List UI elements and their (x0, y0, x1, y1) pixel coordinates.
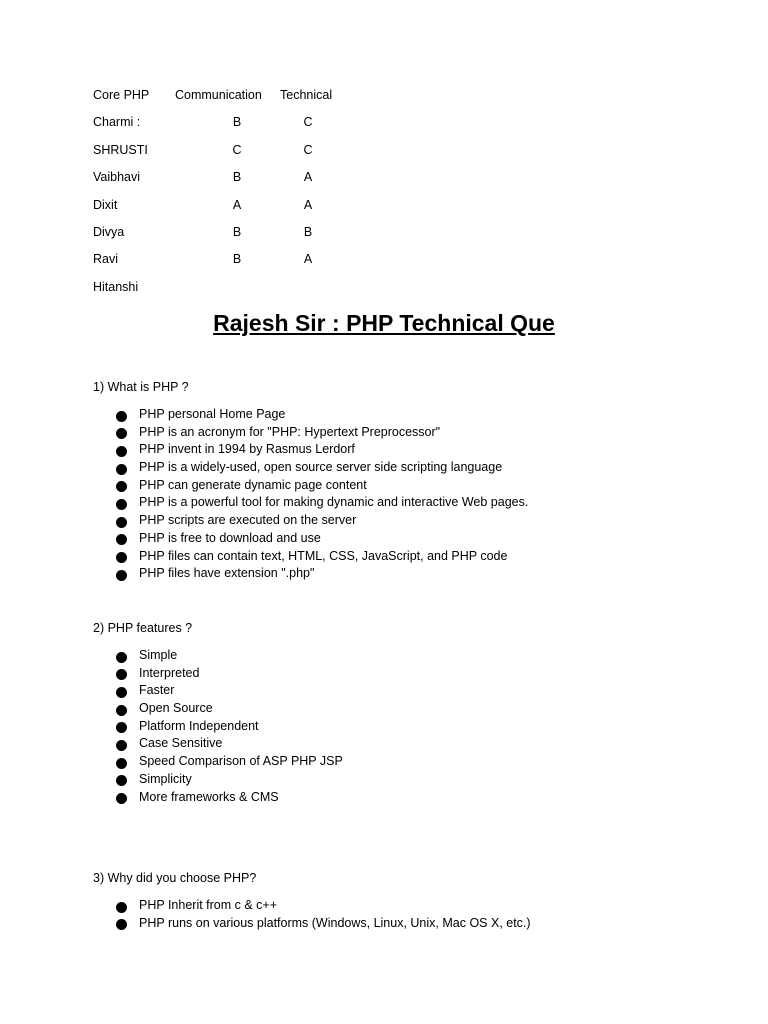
list-item-text: More frameworks & CMS (139, 789, 279, 804)
bullet-icon (116, 499, 127, 510)
list-item (93, 406, 528, 424)
communication-grade: B (232, 115, 242, 130)
bullet-icon (116, 758, 127, 769)
list-item (93, 718, 343, 736)
list-item-text: PHP is a powerful tool for making dynamic and interactive Web pages. (139, 495, 529, 510)
student-name: Hitanshi (93, 279, 139, 294)
header-technical: Technical (280, 88, 333, 102)
bullet-icon (116, 775, 127, 786)
question-heading: 3) Why did you choose PHP? (93, 871, 257, 885)
technical-grade: A (303, 252, 313, 267)
list-item (93, 915, 531, 933)
list-item (93, 494, 528, 512)
question-section (93, 870, 531, 932)
bullet-icon (116, 464, 127, 475)
list-item (93, 424, 528, 442)
list-item-text: Simplicity (139, 771, 192, 786)
list-item (93, 530, 528, 548)
list-item (93, 735, 343, 753)
list-item (93, 789, 343, 807)
question-heading: 1) What is PHP ? (93, 380, 189, 394)
communication-grade: C (232, 142, 242, 157)
bullet-icon (116, 669, 127, 680)
student-name: Ravi (93, 252, 119, 267)
bullet-icon (116, 740, 127, 751)
header-core-php: Core PHP (93, 88, 150, 102)
list-item-text: Open Source (139, 701, 213, 716)
question-heading: 2) PHP features ? (93, 621, 193, 635)
list-item (93, 477, 528, 495)
list-item-text: PHP files have extension ".php" (139, 566, 315, 581)
list-item-text: PHP runs on various platforms (Windows, Linux, Unix, Mac OS X, etc.) (139, 915, 531, 930)
bullet-icon (116, 705, 127, 716)
list-item-text: Interpreted (139, 665, 200, 680)
list-item-text: Case Sensitive (139, 736, 223, 751)
bullet-icon (116, 517, 127, 528)
student-name: Vaibhavi (93, 170, 141, 185)
list-item (93, 700, 343, 718)
header-communication: Communication (175, 88, 262, 102)
answer-list (93, 647, 343, 806)
bullet-icon (116, 793, 127, 804)
bullet-icon (116, 552, 127, 563)
technical-grade: B (303, 224, 313, 239)
student-name: Dixit (93, 197, 118, 212)
student-name: SHRUSTI (93, 142, 148, 157)
list-item-text: PHP is a widely-used, open source server side scripting language (139, 460, 503, 475)
document-title: Rajesh Sir : PHP Technical Que (213, 310, 555, 336)
answer-list (93, 406, 528, 583)
list-item (93, 459, 528, 477)
list-item (93, 647, 343, 665)
list-item-text: Faster (139, 683, 175, 698)
list-item-text: Platform Independent (139, 718, 259, 733)
technical-grade: C (303, 115, 313, 130)
bullet-icon (116, 411, 127, 422)
list-item (93, 682, 343, 700)
technical-grade: A (303, 170, 313, 185)
list-item (93, 565, 528, 583)
list-item-text: Speed Comparison of ASP PHP JSP (139, 754, 343, 769)
technical-grade: A (303, 197, 313, 212)
list-item-text: PHP scripts are executed on the server (139, 513, 357, 528)
list-item-text: PHP invent in 1994 by Rasmus Lerdorf (139, 442, 355, 457)
list-item-text: PHP files can contain text, HTML, CSS, JavaScript, and PHP code (139, 548, 508, 563)
list-item-text: PHP is an acronym for "PHP: Hypertext Preprocessor" (139, 424, 441, 439)
question-section (93, 620, 343, 806)
bullet-icon (116, 534, 127, 545)
bullet-icon (116, 652, 127, 663)
list-item (93, 548, 528, 566)
list-item-text: PHP is free to download and use (139, 530, 321, 545)
list-item-text: PHP personal Home Page (139, 407, 286, 421)
student-name: Divya (93, 224, 125, 239)
communication-grade: B (232, 170, 242, 185)
bullet-icon (116, 428, 127, 439)
bullet-icon (116, 722, 127, 733)
student-name: Charmi : (93, 115, 141, 130)
list-item (93, 897, 531, 915)
list-item (93, 665, 343, 683)
list-item (93, 771, 343, 789)
bullet-icon (116, 570, 127, 581)
question-section (93, 379, 528, 583)
answer-list (93, 897, 531, 932)
bullet-icon (116, 687, 127, 698)
bullet-icon (116, 902, 127, 913)
list-item (93, 753, 343, 771)
list-item (93, 512, 528, 530)
bullet-icon (116, 446, 127, 457)
list-item-text: PHP can generate dynamic page content (139, 477, 367, 492)
communication-grade: B (232, 252, 242, 267)
technical-grade: C (303, 142, 313, 157)
bullet-icon (116, 481, 127, 492)
communication-grade: B (232, 224, 242, 239)
communication-grade: A (232, 197, 242, 212)
list-item (93, 441, 528, 459)
list-item-text: Simple (139, 648, 178, 662)
list-item-text: PHP Inherit from c & c++ (139, 898, 278, 912)
bullet-icon (116, 919, 127, 930)
